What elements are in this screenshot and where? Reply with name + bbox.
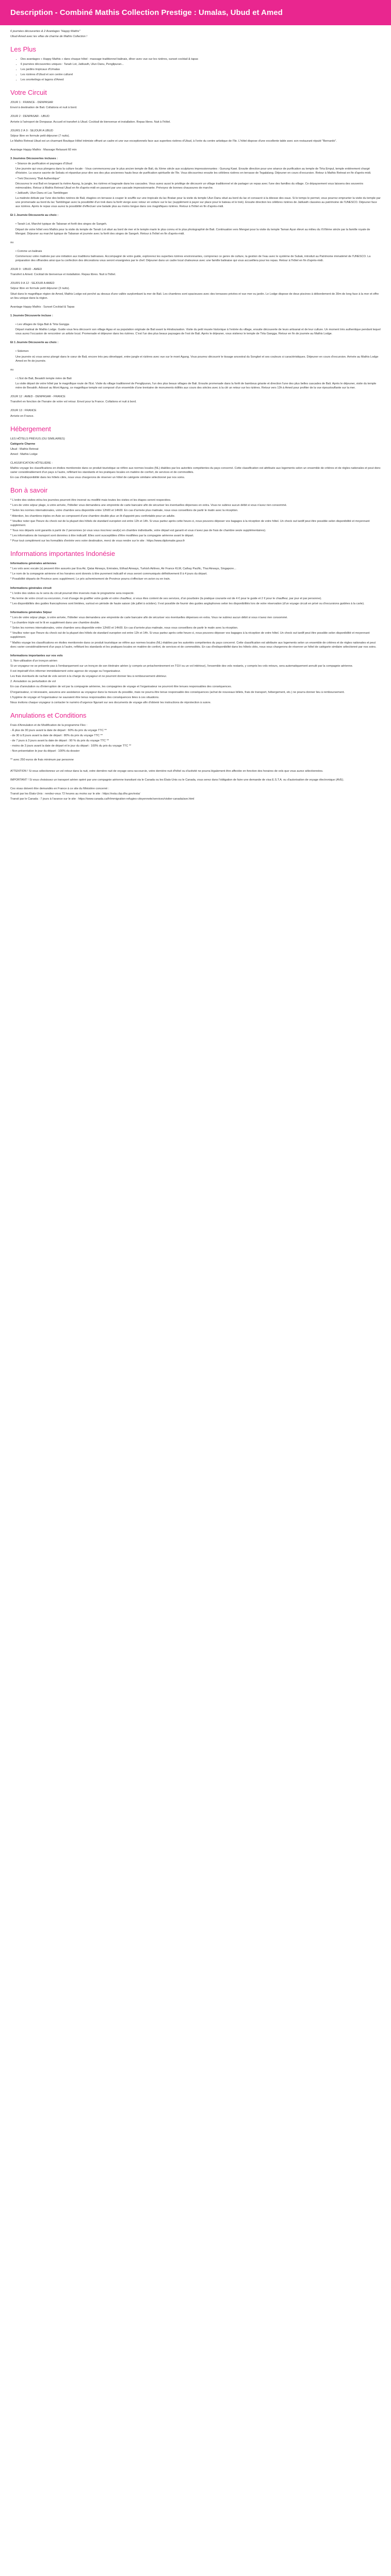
circuit-line: JOUR 2 : DENPASAR - UBUD: [10, 115, 50, 118]
content: [0, 25, 391, 812]
circuit-line: Situé dans le magnifique région de Amed, Mathis Lodge est perché au dessus d'une vallée surplombant la mer de Bali. Les chambres sont spacieuses avec des terrasses privées et vue mer ou jardin. Le Lodge dispose de deux piscines à débordement de 30m de long face à la mer et offre un lieu unique dans la région.: [10, 292, 379, 300]
circuit-line: Une journée où vous serez plongé dans le cœur de Bali, encore très peu développé, entre jungle et rizières avec vue sur le mont Agung. Vous pourrez découvrir le tissage ancestral du Songket et ses couleurs si caractéristiques. Déjeuner en cours d'excursion. Arrivée au Mathis Lodge Amed en fin de journée.: [15, 355, 379, 363]
annulation-line: - À plus de 30 jours avant la date de départ : 60% du prix du voyage TTC **: [10, 728, 107, 732]
spacer: [10, 210, 381, 212]
intro: [10, 29, 381, 39]
infos-line: * La chambre triple est le lit en supplément dans une chambre double.: [10, 621, 100, 625]
circuit-line: 3 Journées Découvertes incluses :: [10, 157, 58, 161]
bon-a-savoir-line: * Veuillez noter que l'heure du check out de la plupart des hôtels de standard européen est entre 12h et 14h. Si vous partez après cette heure-ci, nous pouvons déposer vos bagages à la réception de votre hôtel. Un check out tardif peut être possible selon disponibilité et moyennant supplément.: [10, 519, 370, 527]
section-title-bon-a-savoir: Bon à savoir: [10, 486, 48, 495]
circuit-line: Séjour libre en formule petit déjeuner (7 nuits).: [10, 134, 70, 138]
page-title: Description - Combiné Mathis Collection Prestige : Umalas, Ubud et Amed: [0, 0, 391, 25]
annulation-line: IMPORTANT ! Si vous choisissez un transport aérien opéré par une compagnie aérienne transitant via le Canada ou les États-Unis ou le Canada, vous serez dans l'obligation de faire une demande de visa E.S.T.A. ou d'autorisation de voyage électronique (AVE).: [10, 778, 344, 782]
circuit-line: Envol à destination de Bali. Collations et nuit à bord.: [10, 106, 77, 110]
circuit-line: Avantage Happy Mathis : Sunset Cocktail & Tapas: [10, 305, 75, 309]
infos-body: [10, 562, 381, 705]
infos-line: * Au terme de votre circuit ou excursion, il est d'usage de gratifier votre guide et votre chauffeur, si vous êtes content de ses services, d'un pourboire (la pratique courante est de 4 € pour le guide et 2 € pour le chauffeur, par jour et par personne).: [10, 597, 322, 600]
plus-item: • Les jardins tropicaux d'Umalas: [21, 67, 381, 72]
circuit-line: JOURS 9 A 12 : SEJOUR A AMED: [10, 282, 55, 285]
circuit-line: • Séance de purification et paysages d'Ubud: [15, 162, 72, 166]
bon-a-savoir-line: * Tous nos départs sont garantis à partir de 2 personnes (si vous vous inscrivez seul(e) en chambre individuelle, votre départ est garanti et vous n'avez pas de frais de chambre seule supplémentaires).: [10, 529, 266, 532]
hebergement-line: CLASSIFICATION HÔTELIÈRE :: [10, 461, 53, 465]
bon-a-savoir-line: * L'ordre des visites et/ou les journées pourront être inversé ou modifié mais toutes les visites et les étapes seront respectées.: [10, 499, 171, 502]
annulation-line: - de 7 jours à 3 jours avant la date de départ : 90 % du prix du voyage TTC **: [10, 739, 109, 743]
infos-line: * Mathis voyage les classifications en étoiles mentionnée dans ce produit touristique se réfère aux normes locales (NL) établies par les autorités compétentes du pays concerné. Cette classification est attribuée aux logements selon un ensemble de critères et de règles nationales et peut donc varier considérablement d'un pays à l'autre, reflétant les standards et les pratiques locales en matière de confort, de services et de commodités. En cas d'indisponibilité dans les hôtels cités, nous vous chargerons de réserver un hôtel de catégorie similaire sélectionné par nos soins.: [10, 641, 377, 649]
infos-line: Informations importantes sur vos vols: [10, 654, 63, 657]
circuit-line: La matinée débute par l'une des belles rizières de Bali, étagées en terrasse à couper le souffle sur une tropicale du lac Bratan pour la visite du temple Ulun Danu situé au bord du lac et consacré à la déesse des eaux. Si le temps le permet, vous pourrez emprunter la visite du temple par une promenade au bord du lac Tamblingan avec la possibilité d'un trek dans la forêt vierge avec retour en voiture sur le lac (supplément à payer sur place pour le bateau et le trek). Ensuite direction les célèbres rizières de Jatiluwih classées au patrimoine de l'UNESCO. Déjeuner face aux rizières. Après le repas vous aurez la possibilité d'effectuer une balade plus au moins longue dans ces magnifiques rizières. Retour à l'hôtel en fin d'après-midi.: [15, 196, 381, 209]
section-title-circuit: Votre Circuit: [10, 89, 47, 97]
spacer: [10, 583, 381, 585]
bon-a-savoir-line: * Lors de votre séjour plage, à votre arrivée, l'hôtelier vous demandera une empreinte de carte bancaire afin de sécuriser les éventuelles dépenses en extra. Vous ne subirez aucun débit si vous n'avez rien consommé.: [10, 504, 287, 507]
infos-line: L'hygiène de voyage et l'organisateur ne sauraient être tenus responsables des conséquences liées à ces situations.: [10, 696, 159, 699]
hebergement-line: Ubud : Mathis Retreat: [10, 447, 39, 451]
hebergement-line: Amed : Mathis Lodge: [10, 452, 38, 456]
spacer: [10, 457, 381, 460]
hebergement-line: Mathis voyage les classifications en étoiles mentionnée dans ce produit touristique se réfère aux normes locales (NL) établies par les autorités compétentes du pays concerné. Cette classification est attribuée aux logements selon un ensemble de critères et de règles nationales et peut donc varier considérablement d'un pays à l'autre, reflétant les standards et les pratiques locales en matière de confort, de services et de commodités.: [10, 467, 381, 474]
circuit-line: Et 1 Journée Découverte au choix :: [10, 214, 59, 217]
circuit-line: JOURS 2 À 9 : SEJOUR A UBUD: [10, 129, 53, 132]
circuit-line: Arrivée à l'aéroport de Denpasar. Accueil et transfert à Ubud. Cocktail de bienvenue et installation. Repas libres. Nuit à l'hôtel.: [10, 120, 171, 124]
spacer: [10, 764, 381, 768]
spacer: [10, 405, 381, 408]
infos-line: * Lors de votre séjour plage, à votre arrivée, l'hôtelier vous demandera une empreinte de carte bancaire afin de sécuriser vos éventuelles dépenses en extra. Vous ne subirez aucun débit si vous n'avez rien consommé.: [10, 616, 288, 620]
spacer: [10, 237, 381, 240]
circuit-line: Commencez votre matinée par une initiation aux traditions balinaises. Accompagné de votre guide, explorerez les superbes rizières environnantes, comprenez ce genre de culture, la gestion de l'eau avec le système de Subak, introduit au Patrimoine immatériel de l'UNESCO. La préparation des offrandes ainsi que la confection des décorations vous seront enseignées par le chef. Déjeuner dans un cadre local chaleureux avec une famille balinaise qui vous accueillera pour les repas. Retour à l'hôtel en fin d'après-midi.: [15, 255, 371, 263]
infos-line: Nous invitons chaque voyageur à contacter le numéro d'urgence figurant sur ses documents de voyage afin d'obtenir les instructions de réprotection à suivre.: [10, 701, 211, 704]
annulation-line: - moins de 3 jours avant la date de départ et le jour du départ : 100% du prix du voyage TTC **: [10, 744, 132, 748]
circuit-line: ou: [10, 368, 14, 371]
bon-a-savoir-line: * Attention, les chambres triples en Asie se composent d'une chambre double plus un lit d'appoint peu confortable pour un adulte.: [10, 514, 175, 518]
annulation-line: Frais d'Annulation et de Modification de la programme Flex :: [10, 723, 88, 727]
spacer: [10, 153, 381, 156]
annulation-line: Transit par les États-Unis : rendez-vous 72 heures au moins sur le site : https://esta.cbp.dhs.gov/esta/: [10, 792, 140, 795]
annulation-line: Ces visas doivent être demandés en France à ce site du Ministère concerné :: [10, 787, 109, 790]
infos-line: D'organisateur, si nécessaire, assurera une assistance au voyageur dans la mesure du possible, mais ne pourra être tenue responsable des conséquences (achat de nouveaux billets, frais de transport, hébergement, etc.) ne pourra donner lieu à remboursement.: [10, 690, 345, 694]
infos-line: Informations générales aériennes: [10, 562, 57, 566]
spacer: [10, 111, 381, 113]
infos-line: * Possibilité départs de Province avec supplément. Le prix acheminement de Province pourra s'effectuer en avion ou en train.: [10, 578, 171, 581]
circuit-line: Transfert à Amed. Cocktail de bienvenue et installation. Repas libres. Nuit à l'hôtel.: [10, 273, 116, 277]
annulation-line: ATTENTION ! Si vous sélectionnez un vol retour dans la nuit, votre dernière nuit de voyage sera raccourcie, votre dernière nuit d'hôtel ou d'activité ne pourra légalement être affectée en fonction des horaires de vols que vous aurez sélectionnées.: [10, 769, 323, 773]
annulation-line: ** avec 250 euros de frais minimum par personne: [10, 758, 74, 762]
spacer: [10, 301, 381, 304]
circuit-line: • Les villages de Giga Bali & Tirta Gangga: [15, 323, 69, 327]
circuit-line: • Sidemen: [15, 350, 29, 353]
circuit-line: • Comme un balinais: [15, 249, 42, 253]
section-title-infos: Informations importantes Indonésie: [10, 550, 116, 558]
infos-line: * Selon les normes internationales, votre chambre sera disponible entre 12h00 et 14h00. En cas d'arrivée plus matinale, nous vous conseillons de partir le matin avec la réception.: [10, 626, 238, 630]
plus-item: • 6 journées découvertes uniques : Tanah Lot, Jatiluwih, Ulun Danu, Penglipuran...: [21, 62, 381, 66]
plus-item: • Les snorkelings et lagons d'Amed: [21, 78, 381, 82]
circuit-line: Transfert en fonction de l'horaire de votre vol retour. Envol pour la France. Collations et nuit à bord.: [10, 400, 137, 404]
circuit-line: Séjour libre en formule petit déjeuner (3 nuits).: [10, 287, 70, 291]
circuit-line: 1 Journée Découverte incluse :: [10, 314, 53, 317]
spacer: [10, 607, 381, 609]
bon-a-savoir-line: * Les informations de transport sont données à titre indicatif. Elles sont susceptibles d'être modifiées par la compagnie aérienne avant le départ.: [10, 534, 194, 537]
page: [0, 0, 391, 812]
spacer: [10, 346, 381, 348]
circuit-line: JOUR 13 : FRANCE: [10, 409, 37, 413]
circuit-line: JOUR 9 : UBUD - AMED: [10, 268, 42, 272]
spacer: [10, 391, 381, 394]
spacer: [10, 264, 381, 266]
plus-list: [10, 57, 381, 82]
spacer: [10, 774, 381, 777]
spacer: [10, 278, 381, 280]
circuit-line: Départ de votre hôtel vers Mathis pour la visite du temple de Tanah Lot situé au bord de mer et le temple marin le plus connu et le plus photographié de Bali. Continuation vers Mengwi pour la visite du temple Taman Ayun élevé au milieu du XVIIème siècle par la famille royale de Mengwi. Déjeuner au marché typique de Tabanan et journée avec la forêt des singes de Sangeh. Retour à l'hôtel en fin d'après-midi.: [15, 228, 370, 235]
bon-a-savoir-body: [10, 498, 381, 543]
spacer: [10, 373, 381, 376]
annulation-line: Transit par le Canada : 7 jours à l'avance sur le site : https://www.canada.ca/fr/immigration-refugies-citoyennete/services/visiter-canada/ave.html: [10, 797, 194, 801]
infos-line: 2. Annulation ou perturbation de vol: [10, 680, 56, 684]
circuit-line: • Jatiluwih, Ulun Danu et Lac Tamblingan: [15, 191, 68, 195]
infos-line: * Le nom de la compagnie aérienne et les horaires sont donnés à titre purement indicatif et vous seront communiqués définitivement 8 à 4 jours du départ.: [10, 572, 207, 576]
annulation-line: - Non présentation le jour du départ : 100% du dossier: [10, 750, 80, 753]
spacer: [10, 218, 381, 221]
spacer: [10, 125, 381, 128]
infos-line: Il est impératif d'en informer immédiatement votre agence de voyage ou l'organisateur.: [10, 670, 121, 673]
infos-line: 1. Non-utilisation d'un tronçon aérien: [10, 659, 57, 663]
circuit-body: [10, 100, 381, 418]
section-title-hebergement: Hébergement: [10, 425, 51, 433]
intro-line-2: Ubud-Amed avec les villas de charme de Mathis Collection !: [10, 35, 87, 38]
circuit-line: La visite départ de votre hôtel par le magnifique route de l'Est. Visite du village traditionnel de Penglipuran, l'un des plus beaux villages de Bali. Ensuite promenade dans la forêt de bambous géante et direction l'une des plus belles cascades de Bali. Après le déjeuner, visite du temple mère de Besakih. Adossé au Mont Agung, ce magnifique temple est composé d'un ensemble d'une trentaine de monuments édifiés aux cours des siècles avec à la clé un retour sur les rizières. Retour vers 13h à Amed pour profiter de la vue époustouflante sur la mer.: [15, 382, 377, 390]
circuit-line: JOUR 12 : AMED - DENPASAR - FRANCE: [10, 395, 66, 399]
circuit-line: • Tanah Lot, Marché typique de Tabanan et forêt des singes de Sangeh.: [15, 223, 107, 226]
circuit-line: JOUR 1 : FRANCE - DENPASAR: [10, 101, 53, 105]
circuit-line: • L'Est de Bali, Besakih temple mère de Bali: [15, 377, 72, 380]
infos-line: Si un voyageur ne se présente pas à l'embarquement sur un tronçon de son itinéraire aérien (y compris un préacheminement en TGV ou un vol intérieur), l'ensemble des vols restants, y compris les vols retours, sera automatiquement annulé par la compagnie aérienne.: [10, 665, 353, 668]
circuit-line: Et 1 Journée Découverte au choix :: [10, 341, 59, 345]
circuit-line: Avantage Happy Mathis : Massage Relaxant 60 min: [10, 148, 77, 151]
spacer: [10, 754, 381, 757]
annulation-body: [10, 723, 381, 801]
hebergement-line: Catégorie Charme: [10, 442, 36, 446]
hebergement-body: [10, 437, 381, 480]
circuit-line: Arrivée en France.: [10, 414, 35, 418]
infos-line: En cas d'annulation ou d'interruption de vol par la compagnie aérienne, les compagnies de voyage et l'organisateur ne pourront être tenues responsables des conséquences.: [10, 685, 232, 689]
spacer: [10, 650, 381, 653]
circuit-line: Une journée qui vous plongera dans la culture locale - Vous commencerez par le plus ancien temple de Bali, du Xème siècle aux sculptures impressionnantes : Gunung Kawi. Ensuite direction pour une séance de purification au temple de Tirta Empul, temple entièrement chargé d'histoire. La source sacrée de Sebatu et répandue pour dire ses des plus anciennes hauts lieux de purification spirituelle de l'île. Vous découvrirez ensuite les célèbres rizières en terrasse de Tegalalang. Déjeuner en cours d'excursion. Retour à Mathis Retreat en fin d'après-midi.: [15, 167, 371, 175]
annulation-line: - de 30 à 8 jours avant la date de départ : 80% du prix du voyage TTC **: [10, 734, 103, 737]
bon-a-savoir-line: * Pour tout complément sur les formalités d'entrée vers votre destination, merci de vous rendre sur le site : https://www.diplomatie.gouv.fr: [10, 539, 185, 543]
circuit-line: Départ matinal de Mathis Lodge. Guide vous fera découvrir son village Agas et sa population originale de Bali avant la Hindouisation. Visite du petit musée historique à l'entrée du village, ensuite découverte de leurs artisanat et de leur culture. Un moment très authentique pendant lequel vous aurez l'occasion de rencontrer un artiste local. Promenade et déjeuner dans les rizières. C'est l'un des plus beaux paysages de l'est de Bali. Après le déjeuner, vous visiterez le temple de Tirta Gangga. Retour en fin de journée au Mathis Lodge.: [15, 328, 381, 336]
infos-line: * Les vols avec escale (s) peuvent être assurés par Eva Air, Qatar Airways, Emirates, Etihad Airways, Turkish Airlines, Air France KLM, Cathay Pacific, Thai Airways, Singapore...: [10, 567, 236, 571]
spacer: [10, 319, 381, 321]
circuit-line: Le Mathis Retreat Ubud est un charmant Boutique Hôtel intimiste offrant un cadre et une vue exceptionnels face aux superbes rizières d'Ubud, à l'orée du centre artistique de l'île. L'hôtel dispose d'une excellente table avec son restaurant réputé "Bernardo".: [10, 139, 337, 143]
spacer: [10, 144, 381, 147]
infos-line: Informations générales circuit: [10, 586, 52, 590]
infos-line: * Les disponibilités des guides francophones sont limitées, surtout en période de haute saison (de juillet à octobre). Il est possible de fournir des guides anglophones selon les disponibilités lors de votre réservation (d'un voyage circuit en privé ou d'excursions guidées à la carte).: [10, 602, 365, 605]
infos-line: Informations générales Séjour: [10, 611, 52, 614]
bon-a-savoir-line: * Selon les normes internationales, votre chambre sera disponible entre 12h00 et 14h00. En cas d'arrivée plus matinale, nous vous conseillons de partir le matin avec la réception.: [10, 509, 238, 513]
spacer: [10, 783, 381, 786]
hebergement-line: LES HÔTELS PRÉVUS (OU SIMILAIRES): [10, 437, 65, 440]
spacer: [10, 246, 381, 248]
circuit-line: Découvrez le vrai Bali en longeant la rivière Ayung, la jungle, les rizières et bagnade dans les cascades. Vous aurez aussi le privilège de découvrir un village traditionnel et de partager un repas avec l'une des familles du village. Ce dépaysement vous laissera des souvenirs mémorables. Retour à Mathis Retreat Ubud en fin d'après-midi en passant par une cascade impressionnante. Prévoyez de bonnes chaussures de marche.: [15, 182, 364, 190]
circuit-line: ou: [10, 241, 14, 244]
section-title-annulation: Annulations et Conditions: [10, 711, 87, 719]
hebergement-line: En cas d'indisponibilité dans les hôtels cités, nous vous chargerons de réserver un hôtel de catégorie similaire sélectionné par nos soins.: [10, 476, 185, 480]
spacer: [10, 337, 381, 340]
spacer: [10, 310, 381, 313]
infos-line: * Veuillez noter que l'heure du check out de la plupart des hôtels de standard européen est entre 12h et 14h. Si vous partez après cette heure-ci, nous pouvons déposer vos bagages à la réception de votre hôtel. Un check out tardif peut être possible selon disponibilité et moyennant supplément.: [10, 632, 370, 639]
infos-line: Les frais éventuels de rachat de vols seront à la charge du voyageur et ne pourront donner lieu à remboursement ultérieur.: [10, 675, 167, 679]
spacer: [10, 364, 381, 367]
plus-item: • Des avantages « Happy Mathis » dans chaque hôtel : massage traditionnel balinais, dîner avec vue sur les rizières, sunset cocktail & tapas: [21, 57, 381, 61]
plus-item: • Les rizières d'Ubud et son centre culturel: [21, 73, 381, 77]
intro-line-1: 6 journées découvertes & 2 Avantages "Happy Mathis": [10, 29, 80, 33]
section-title-plus: Les Plus: [10, 45, 36, 53]
circuit-line: • Trek Discovery "Bali Authentique": [15, 177, 60, 180]
infos-line: * L'ordre des visites ou le sens du circuit pourrait être inversés mais le programme sera respecté.: [10, 591, 135, 595]
